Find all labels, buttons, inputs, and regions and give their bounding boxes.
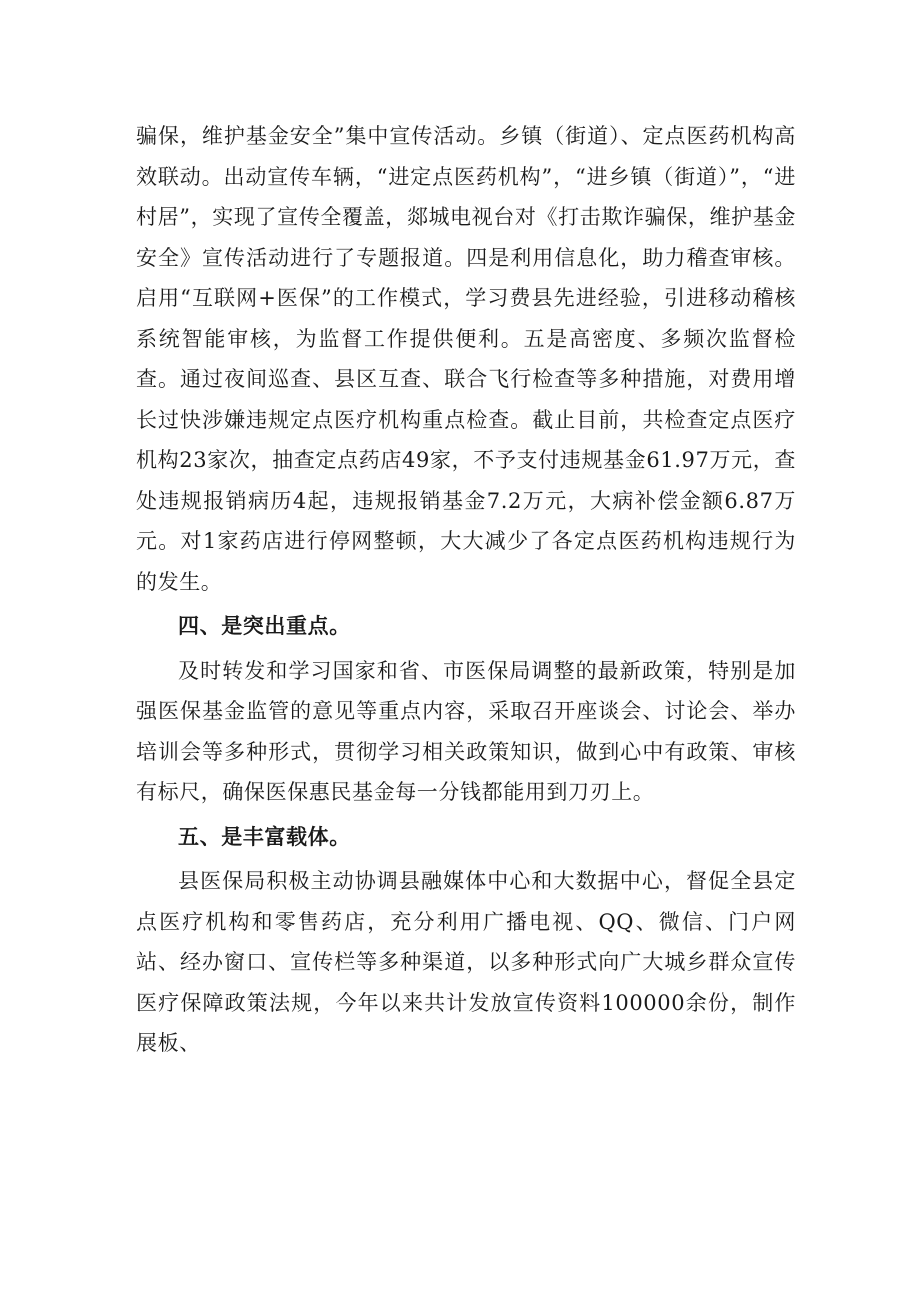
document-body <box>136 116 796 1064</box>
paragraph-section-5: 县医保局积极主动协调县融媒体中心和大数据中心，督促全县定点医疗机构和零售药店，充分利用广播电视、QQ、微信、门户网站、经办窗口、宣传栏等多种渠道，以多种形式向广大城乡群众宣传医疗保障政策法规，今年以来共计发放宣传资料100000余份，制作展板、 <box>136 869 796 1055</box>
section-heading-4: 四、是突出重点。 <box>178 614 351 638</box>
paragraph-continuation: 骗保，维护基金安全”集中宣传活动。乡镇（街道）、定点医药机构高效联动。出动宣传车辆，“进定点医药机构”，“进乡镇（街道）”，“进村居”，实现了宣传全覆盖，郯城电视台对《打击欺诈骗保，维护基金安全》宣传活动进行了专题报道。四是利用信息化，助力稽查审核。启用“互联网+医保”的工作模式，学习费县先进经验，引进移动稽核系统智能审核，为监督工作提供便利。五是高密度、多频次监督检查。通过夜间巡查、县区互查、联合飞行检查等多种措施，对费用增长过快涉嫌违规定点医疗机构重点检查。截止目前，共检查定点医疗机构23家次，抽查定点药店49家，不予支付违规基金61.97万元，查处违规报销病历4起，违规报销基金7.2万元，大病补偿金额6.87万元。对1家药店进行停网整顿，大大减少了各定点医药机构违规行为的发生。 <box>136 124 796 594</box>
paragraph-section-4: 及时转发和学习国家和省、市医保局调整的最新政策，特别是加强医保基金监管的意见等重点内容，采取召开座谈会、讨论会、举办培训会等多种形式，贯彻学习相关政策知识，做到心中有政策、审核有标尺，确保医保惠民基金每一分钱都能用到刀刃上。 <box>136 658 796 804</box>
section-heading-5: 五、是丰富载体。 <box>178 824 351 849</box>
